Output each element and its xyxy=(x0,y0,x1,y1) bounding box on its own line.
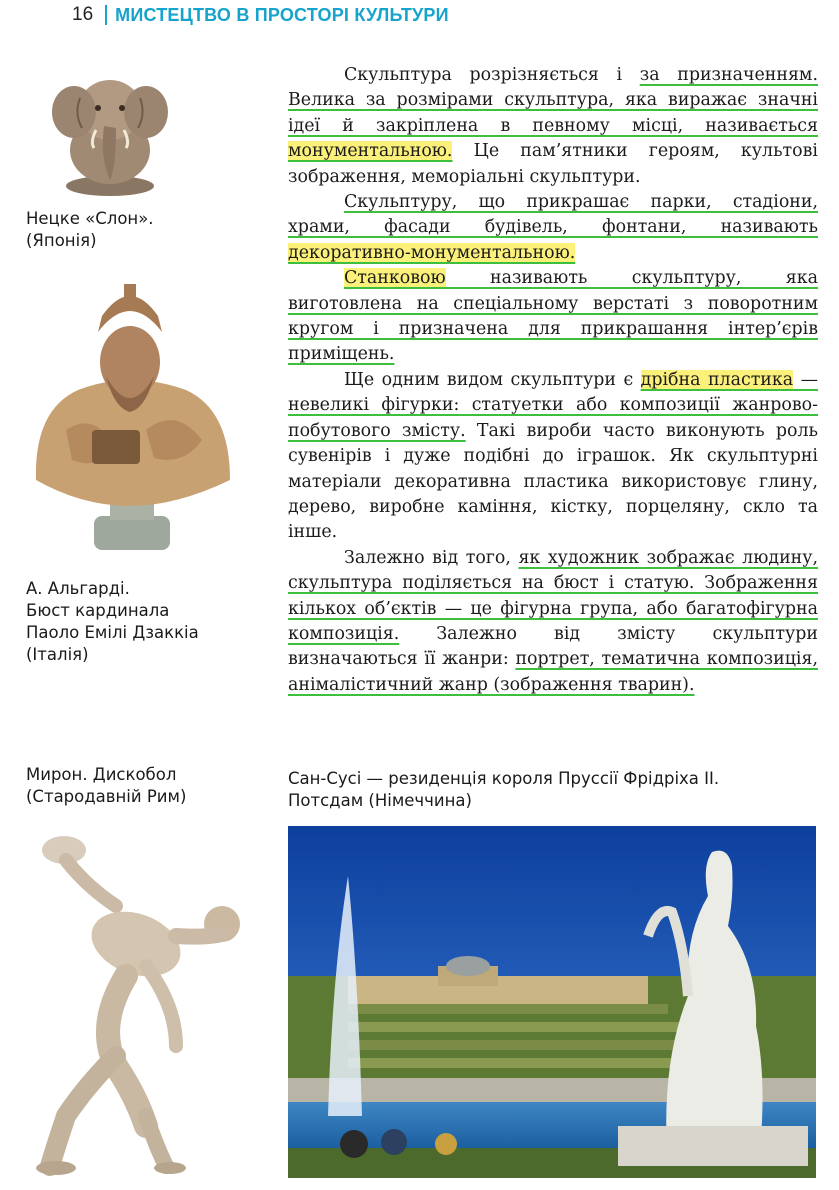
text-segment: Це пам’ятники героям, культові зображення, меморіальні скульптури. xyxy=(288,141,818,187)
netsuke-caption xyxy=(26,208,154,252)
caption-line: Бюст кардинала xyxy=(26,601,170,620)
cardinal-bust-image xyxy=(26,280,236,555)
discobolus-caption xyxy=(26,764,186,808)
netsuke-elephant-image xyxy=(50,68,170,200)
highlighted-term: Станковою xyxy=(344,268,446,289)
page-header xyxy=(72,2,449,28)
sanssouci-photo xyxy=(288,826,816,1178)
caption-line: Паоло Емілі Дзаккіа xyxy=(26,623,199,642)
paragraph xyxy=(288,546,818,698)
paragraph xyxy=(288,63,818,190)
header-divider xyxy=(105,5,107,25)
section-title: МИСТЕЦТВО В ПРОСТОРІ КУЛЬТУРИ xyxy=(115,4,449,25)
highlighted-term: дрібна пластика xyxy=(640,369,794,390)
caption-line: Нецке «Слон». xyxy=(26,209,154,228)
text-segment: Скульптура розрізняється і xyxy=(344,65,640,85)
paragraph xyxy=(288,190,818,266)
body-text xyxy=(288,63,818,698)
text-segment: Ще одним видом скульптури є xyxy=(344,369,641,390)
text-segment: Такі вироби часто виконують роль сувенірів і дуже подібні до іграшок. Як скульптурні матеріали декоративна пластика використовує глину, дерево, виробне каміння, кістку, порцеляну, скло та інше. xyxy=(288,420,818,543)
sanssouci-caption xyxy=(288,768,719,812)
caption-line: Мирон. Дискобол xyxy=(26,765,177,784)
underlined-segment: портрет, тематична композиція, анімалістичний жанр (зображення тварин). xyxy=(288,649,818,695)
highlighted-term: декоративно-монументальною. xyxy=(288,242,576,263)
caption-line: (Японія) xyxy=(26,231,97,250)
caption-line: (Стародавній Рим) xyxy=(26,787,187,806)
paragraph xyxy=(288,368,818,546)
text-segment: Залежно від того, xyxy=(344,547,519,568)
underlined-segment: як художник зображає людину, скульптура поділяється на бюст і статую. Зображення кількох об’єктів — це фігурна група, або багатофігурна композиція. xyxy=(288,547,819,644)
discobolus-statue-image xyxy=(26,826,256,1178)
caption-line: Сан-Сусі — резиденція короля Пруссії Фрідріха ІІ. xyxy=(288,769,720,788)
underlined-segment: називають скульптуру, яка виготовлена на спеціальному верстаті з поворотним кругом і призначена для прикрашання інтер’єрів приміщень. xyxy=(288,268,818,365)
underlined-segment: Скульптуру, що прикрашає парки, стадіони, храми, фасади будівель, фонтани, називають xyxy=(288,192,818,238)
bust-caption xyxy=(26,578,199,666)
page-number: 16 xyxy=(72,4,94,25)
underlined-segment: за призначенням. Велика за розмірами скульптура, яка виражає значні ідеї й закріплена в певному місці, називається xyxy=(288,65,818,136)
caption-line: Потсдам (Німеччина) xyxy=(288,791,472,810)
caption-line: (Італія) xyxy=(26,645,89,664)
underlined-segment: — невеликі фігурки: статуетки або композиції жанрово-побутового змісту. xyxy=(288,369,818,441)
text-segment: Залежно від змісту скульптури визначаються її жанри: xyxy=(288,623,818,670)
caption-line: А. Альгарді. xyxy=(26,579,130,598)
highlighted-term: монументальною. xyxy=(288,141,453,162)
paragraph xyxy=(288,266,818,368)
